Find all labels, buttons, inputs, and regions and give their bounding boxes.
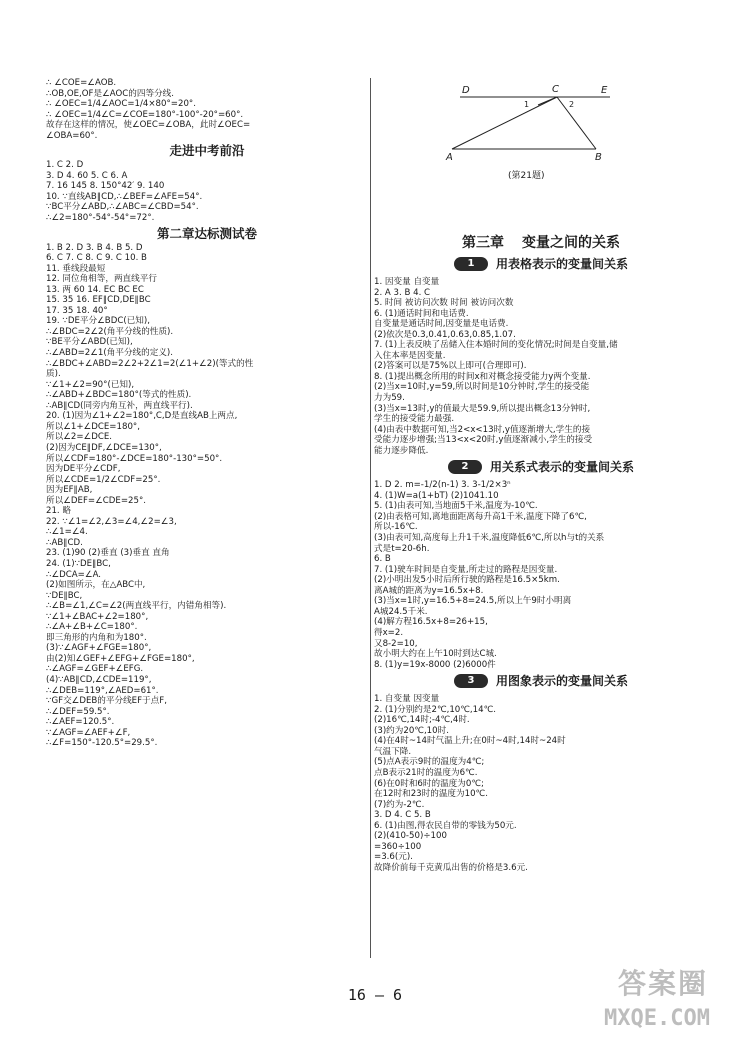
answer-line: 7. 16 145 8. 150°42′ 9. 140 [46, 181, 165, 192]
answer-line: ∵∠AGF=∠AEF+∠F, [46, 727, 131, 738]
answer-line: 22. ∵∠1=∠2,∠3=∠4,∠2=∠3, [46, 516, 177, 527]
answer-line: 6. (1)由图,得农民自带的零钱为50元. [374, 820, 517, 831]
answer-line: (2)(410-50)÷100 [374, 831, 447, 842]
answer-line: 8. (1)y=19x-8000 (2)6000件 [374, 659, 496, 670]
answer-line: 3. D 4. C 5. B [374, 810, 431, 821]
answer-line: 在12时和23时的温度为10℃. [374, 789, 488, 800]
answer-line: 2. (1)分别约是2℃,10℃,14℃. [374, 704, 496, 715]
answer-line: 所以∠CDF=180°-∠DCE=180°-130°=50°. [46, 453, 223, 464]
label-a: A [446, 152, 453, 163]
answer-line: ∴∠B=∠1,∠C=∠2(两直线平行，内错角相等). [46, 601, 227, 612]
answer-line: ∴∠DEB=119°,∠AED=61°. [46, 685, 159, 696]
answer-line: 因为DE平分∠CDF, [46, 464, 121, 475]
answer-line: 12. 同位角相等，两直线平行 [46, 274, 157, 285]
answer-line: ∴∠A+∠B+∠C=180°. [46, 622, 138, 633]
answer-line: ∴AB∥CD(同旁内角互补，两直线平行). [46, 400, 193, 411]
answer-line: 2. A 3. B 4. C [374, 287, 431, 298]
label-d: D [462, 85, 470, 96]
answer-line: (2)小明出发5小时后所行驶的路程是16.5×5km. [374, 575, 560, 586]
answer-line: 学生的接受能力最强. [374, 414, 455, 425]
answer-line: 6. (1)通话时间和电话费. [374, 308, 469, 319]
answer-line: (3)由表可知,高度每上升1千米,温度降低6℃,所以h与t的关系 [374, 533, 605, 544]
answer-line: 13. 两 60 14. EC BC EC [46, 284, 144, 295]
answer-line: 又8-2=10, [374, 638, 418, 649]
lesson-heading-2 [374, 458, 708, 476]
answer-line: 21. 略 [46, 506, 71, 517]
answer-line: 11. 垂线段最短 [46, 263, 106, 274]
answer-line: (2)依次是0.3,0.41,0.63,0.85,1.07. [374, 329, 516, 340]
answer-line: ∴∠ABD=2∠1(角平分线的定义). [46, 348, 173, 359]
section-title-chapter2-test: 第二章达标测试卷 [156, 225, 257, 241]
right-block-2 [374, 480, 708, 670]
answer-line: 点B表示21时的温度为6℃. [374, 767, 478, 778]
answer-line: 15. 35 16. EF∥CD,DE∥BC [46, 295, 151, 306]
answer-line: 7. (1)驶车时间是自变量,所走过的路程是因变量. [374, 564, 558, 575]
chapter-number: 第三章 [462, 235, 504, 251]
answer-line: 1. 自变量 因变量 [374, 694, 440, 705]
segment-cb [557, 97, 596, 149]
answer-line: 1. C 2. D [46, 160, 84, 171]
answer-line: ∵BE平分∠ABD(已知), [46, 337, 133, 348]
answer-line: ∴∠AEF=120.5°. [46, 717, 115, 728]
chapter-title: 变量之间的关系 [522, 235, 620, 251]
answer-line: 1. 因变量 自变量 [374, 277, 440, 287]
answer-line: 5. (1)由表可知,当地面5千米,温度为-10℃. [374, 501, 538, 512]
answer-line: (2)16℃,14时;-4℃,4时. [374, 715, 470, 726]
label-e: E [601, 85, 608, 96]
left-block-a [46, 78, 368, 141]
answer-line: 所以∠2=∠DCE. [46, 432, 113, 443]
answer-line: 1. B 2. D 3. B 4. B 5. D [46, 242, 143, 253]
answer-line: 自变量是通话时间,因变量是电话费. [374, 319, 509, 330]
answer-line: 5. 时间 被访问次数 时间 被访问次数 [374, 298, 514, 309]
answer-line: 17. 35 18. 40° [46, 305, 108, 316]
answer-line: 1. D 2. m=-1/2(n-1) 3. 3-1/2×3ⁿ [374, 480, 511, 491]
answer-line: 19. ∵DE平分∠BDC(已知), [46, 316, 150, 327]
answer-line: (4)在4时~14时气温上升;在0时~4时,14时~24时 [374, 736, 566, 747]
lesson-badge-2: 2 [448, 460, 482, 474]
lesson-title-2: 用关系式表示的变量间关系 [489, 460, 634, 475]
answer-line: (5)点A表示9时的温度为4℃; [374, 757, 485, 768]
answer-line: (7)约为-2℃. [374, 799, 425, 810]
answer-line: (4)由表中数据可知,当2<x<13时,y值逐渐增大,学生的接 [374, 424, 591, 435]
right-block-3 [374, 694, 708, 873]
label-b: B [595, 152, 602, 163]
answer-line: 3. D 4. 60 5. C 6. A [46, 170, 128, 181]
answer-line: 离A城的距离为y=16.5x+8. [374, 585, 484, 596]
left-block-b [46, 160, 368, 223]
lesson-badge-3: 3 [454, 674, 488, 688]
answer-line: (2)因为CE∥DF,∠DCE=130°, [46, 442, 162, 453]
answer-line: 所以∠1+∠DCE=180°, [46, 421, 140, 432]
answer-line: ∴ ∠OEC=1/4∠C=∠COE=180°-100°-20°=60°. [46, 109, 244, 120]
answer-line: 质). [46, 369, 61, 380]
answer-line: ∵BC平分∠ABD,∴∠ABC=∠CBD=54°. [46, 202, 199, 213]
answer-line: (3)∵∠AGF+∠FGE=180°, [46, 643, 152, 654]
answer-line: ∴ ∠COE=∠AOB. [46, 78, 117, 88]
answer-line: 所以∠CDE=1/2∠CDF=25°. [46, 474, 161, 485]
answer-line: ∵∠1+∠2=90°(已知), [46, 379, 135, 390]
answer-line: (3)约为20℃,10时. [374, 725, 449, 736]
right-block-1 [374, 277, 708, 456]
answer-line: 8. (1)提出概念所用的时间x和对概念接受能力y两个变量. [374, 371, 591, 382]
answer-line: 24. (1)∵DE∥BC, [46, 558, 111, 569]
answer-line: 故存在这样的情况，使∠OEC=∠OBA，此时∠OEC= [46, 120, 251, 131]
answer-line: ∴∠F=150°-120.5°=29.5°. [46, 738, 158, 749]
answer-line: ∠OBA=60°. [46, 130, 98, 141]
answer-line: ∴∠DEF=59.5°. [46, 706, 110, 717]
segment-ca [452, 97, 557, 149]
answer-line: A城24.5千米. [374, 606, 428, 617]
answer-line: 所以∠DEF=∠CDE=25°. [46, 495, 146, 506]
answer-line: 由(2)知∠GEF+∠EFG+∠FGE=180°, [46, 653, 195, 664]
answer-line: ∴∠2=180°-54°-54°=72°. [46, 213, 155, 224]
answer-line: ∴∠BDC+∠ABD=2∠2+2∠1=2(∠1+∠2)(等式的性 [46, 358, 254, 369]
left-column [46, 78, 368, 749]
answer-line: 所以-16℃. [374, 522, 418, 533]
right-column [374, 234, 708, 873]
answer-line: 23. (1)90 (2)垂直 (3)垂直 直角 [46, 548, 170, 559]
answer-line: (6)在0时和6时的温度为0℃; [374, 778, 484, 789]
answer-line: ∴∠ABD+∠BDC=180°(等式的性质). [46, 390, 192, 401]
label-angle-2: 2 [569, 100, 575, 109]
answer-line: ∴∠DCA=∠A. [46, 569, 102, 580]
lesson-title-3: 用图象表示的变量间关系 [495, 673, 628, 688]
answer-line: (2)如图所示，在△ABC中, [46, 580, 146, 591]
label-c: C [552, 84, 559, 95]
answer-line: =360÷100 [374, 841, 422, 852]
answer-line: 式是t=20-6h. [374, 543, 430, 554]
answer-line: 故降价前每千克黄瓜出售的价格是3.6元. [374, 862, 528, 873]
segment-cm [538, 97, 557, 105]
answer-line: (2)由表格可知,离地面距离每升高1千米,温度下降了6℃, [374, 511, 587, 522]
answer-line: ∴∠BDC=2∠2(角平分线的性质). [46, 326, 174, 337]
answer-line: 6. B [374, 554, 391, 565]
lesson-heading-3 [374, 672, 708, 690]
answer-line: (4)∵AB∥CD,∠CDE=119°, [46, 674, 152, 685]
section-title-exam-frontier: 走进中考前沿 [169, 143, 245, 159]
answer-line: 10. ∵直线AB∥CD,∴∠BEF=∠AFE=54°. [46, 191, 203, 202]
answer-line: (2)当x=10时,y=59,所以时间是10分钟时,学生的接受能 [374, 382, 590, 393]
answer-line: 7. (1)上表反映了岳储入住本婚时间的变化情况;时间是自变量,储 [374, 340, 618, 351]
answer-line: ∵DE∥BC, [46, 590, 83, 601]
answer-line: (4)解方程16.5x+8=26+15, [374, 617, 488, 628]
answer-line: 受能力逐步增强;当13<x<20时,y值逐渐减小,学生的接受 [374, 435, 593, 446]
label-angle-1: 1 [524, 100, 530, 109]
lesson-heading-1 [374, 255, 708, 273]
answer-line: 气温下降. [374, 746, 412, 757]
answer-line: ∴∠AGF=∠GEF+∠EFG. [46, 664, 144, 675]
answer-line: ∴AB∥CD. [46, 537, 83, 548]
answer-line: ∵∠1+∠BAC+∠2=180°, [46, 611, 149, 622]
answer-line: ∴∠1=∠4. [46, 527, 88, 538]
answer-line: =3.6(元). [374, 852, 413, 863]
watermark-text-bottom: MXQE.COM [604, 1006, 710, 1031]
answer-line: ∴ ∠OEC=1/4∠AOC=1/4×80°=20°. [46, 99, 196, 110]
watermark-logo [598, 960, 748, 1036]
figure-caption: (第21题) [508, 171, 545, 181]
answer-line: 即三角形的内角和为180°. [46, 632, 147, 643]
watermark-text-top: 答案圈 [618, 967, 709, 1000]
page-number: 16 — 6 [347, 986, 403, 1004]
answer-line: (3)当x=13时,y的值最大是59.9,所以提出概念13分钟时, [374, 403, 591, 414]
lesson-badge-1: 1 [454, 257, 488, 271]
answer-line: 入住本率是因变量. [374, 350, 446, 361]
answer-line: 得x=2. [374, 627, 404, 638]
lesson-title-1: 用表格表示的变量间关系 [495, 256, 628, 271]
answer-line: 因为EF∥AB, [46, 485, 93, 496]
answer-line: (3)当x=1时,y=16.5+8=24.5,所以上午9时小明离 [374, 596, 572, 607]
answer-line: ∵GF交∠DEB的平分线EF于点F, [46, 696, 167, 707]
left-block-c [46, 243, 368, 749]
answer-line: 6. C 7. C 8. C 9. C 10. B [46, 253, 147, 264]
answer-line: 20. (1)因为∠1+∠2=180°,C,D是直线AB上两点, [46, 411, 238, 422]
answer-line: 4. (1)W=a(1+bT) (2)1041.10 [374, 490, 499, 501]
answer-line: ∴OB,OE,OF是∠AOC的四等分线. [46, 88, 174, 99]
answer-line: 力为59. [374, 393, 405, 404]
answer-line: 故小明大约在上午10时到达C城. [374, 649, 497, 660]
answer-line: (2)答案可以是75%以上即可(合理即可). [374, 361, 527, 372]
chapter-heading [374, 234, 708, 252]
column-divider [370, 78, 371, 958]
answer-line: 能力逐步降低. [374, 445, 429, 456]
